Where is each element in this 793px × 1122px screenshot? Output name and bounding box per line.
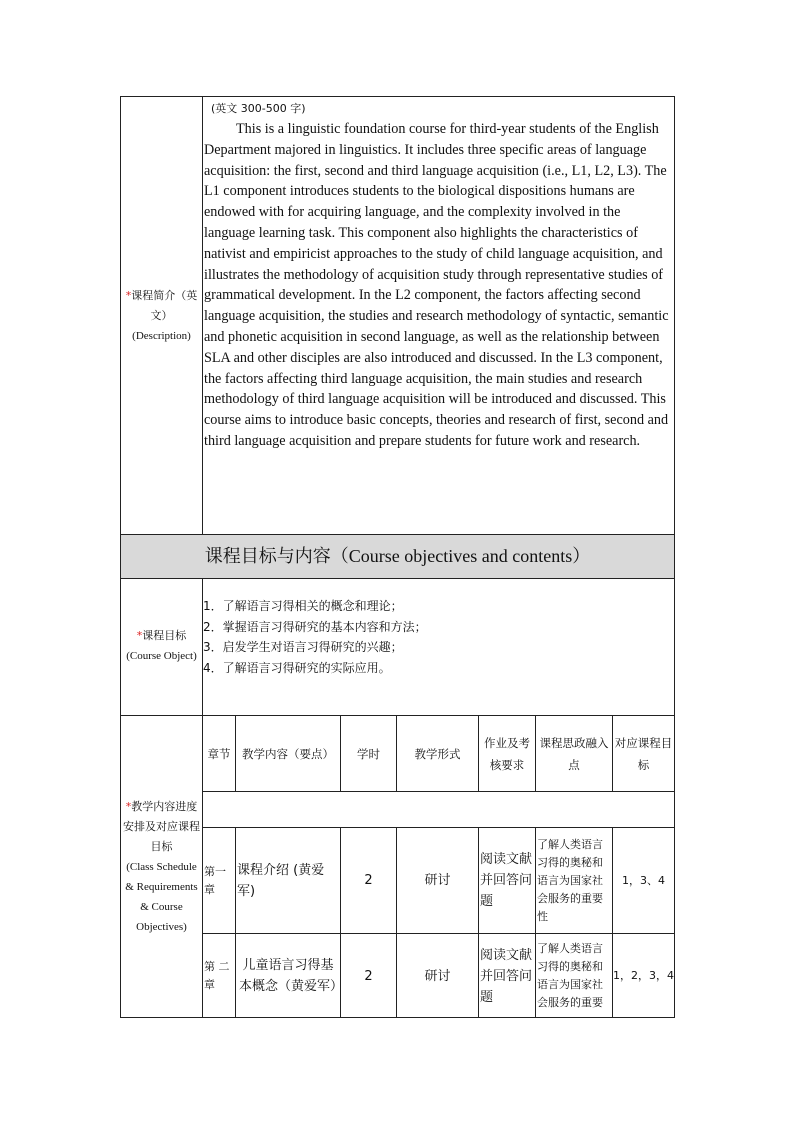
row2-chapter: 第 二 章 [204, 960, 230, 991]
row1-objectives: 1，3、4 [622, 873, 665, 887]
objective-item: 4．了解语言习得研究的实际应用。 [203, 660, 391, 675]
row1-hours: 2 [364, 873, 373, 888]
row2-content: 儿童语言习得基本概念（黄爱军） [239, 958, 344, 994]
header-hours: 学时 [357, 746, 380, 761]
description-text: This is a linguistic foundation course for third-year students of the English Department majored in linguistics. It includes three specific areas of language acquisition: the first, second and third language acquisition (i.e., L1, L2, L3). The L1 component introduces students to the biological dispositions humans are endowed with for acquiring language, and the complexity involved in the language learning task. This component also highlights the characteristics of nativist and empiricist approaches to the study of child language acquisition, and illustrates the methodology of acquisition study through representative studies of grammatical development. In the L2 component, the factors affecting second language acquisition, the studies and research methodology of syntactic, semantic and phonetic acquisition in second language, as well as the relationship between SLA and other disciples are also introduced and discussed. In the L3 component, the factors affecting third language acquisition, the main studies and research methodology of third language acquisition will be introduced and discussed. This course aims to introduce basic concepts, theories and research of first, second and third language acquisition and prepare students for future work and research. [204, 121, 669, 449]
row2-form: 研讨 [424, 968, 451, 984]
objective-item: 3．启发学生对语言习得研究的兴趣； [203, 640, 403, 654]
section-title-bar [121, 535, 674, 578]
row2-objectives: 1，2，3，4 [613, 969, 674, 982]
objective-item: 1．了解语言习得相关的概念和理论； [203, 599, 403, 613]
schedule-label: *教学内容进度安排及对应课程目标 (Class Schedule & Requirements & Course Objectives) [123, 800, 200, 933]
objective-item: 2．掌握语言习得研究的基本内容和方法； [203, 619, 427, 634]
header-assignment: 作业及考核要求 [484, 735, 530, 772]
description-word-count-note: (英文 300-500 字) [211, 102, 306, 115]
header-content: 教学内容（要点） [242, 746, 334, 761]
row1-assignment: 阅读文献并回答问题 [480, 852, 533, 909]
objectives-list [203, 596, 427, 678]
header-form: 教学形式 [414, 746, 461, 761]
section-title: 课程目标与内容（Course objectives and contents） [204, 546, 591, 566]
row2-assignment: 阅读文献并回答问题 [480, 947, 533, 1005]
row1-chapter: 第一章 [204, 864, 226, 896]
row1-form: 研讨 [424, 873, 451, 888]
header-course-objectives: 对应课程目标 [614, 735, 673, 772]
row1-ideology: 了解人类语言习得的奥秘和语言为国家社会服务的重要性 [537, 837, 603, 923]
row1-content: 课程介绍 (黄爱军) [237, 862, 325, 899]
header-chapter: 章节 [207, 746, 231, 761]
description-label: *课程简介（英文） (Description) [125, 289, 198, 342]
row2-hours: 2 [364, 968, 373, 984]
objectives-label: *课程目标 (Course Object) [126, 629, 197, 662]
row2-ideology: 了解人类语言习得的奥秘和语言为国家社会服务的重要 [537, 942, 603, 1009]
header-ideology: 课程思政融入点 [539, 735, 609, 772]
